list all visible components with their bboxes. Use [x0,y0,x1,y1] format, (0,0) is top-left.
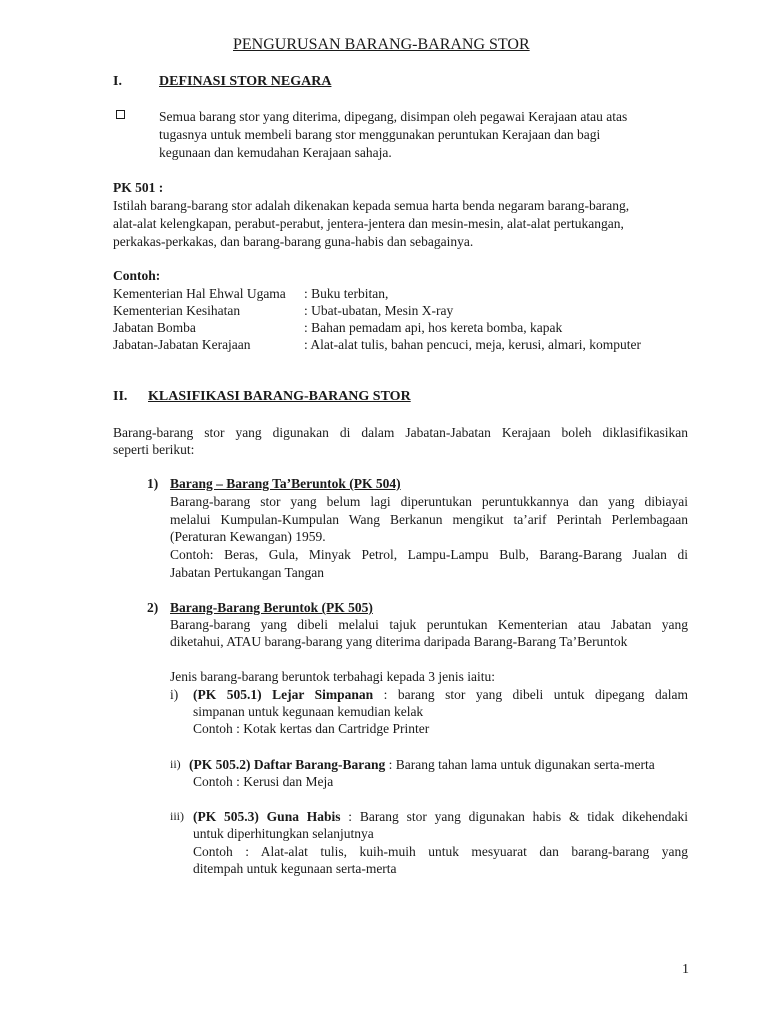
sub-iii-heading: (PK 505.3) Guna Habis [193,809,341,824]
sub-i-line [193,686,688,703]
section-2-intro-line: Barang-barang stor yang digunakan di dalam Jabatan-Jabatan Kerajaan boleh diklasifikasikan [113,425,688,440]
section-1-heading: DEFINASI STOR NEGARA [159,74,332,89]
sub-ii-number: ii) [170,757,181,771]
pk501-label: PK 501 : [113,180,164,195]
contoh-row-left: Jabatan-Jabatan Kerajaan [113,337,251,352]
pk501-line: Istilah barang-barang stor adalah dikenakan kepada semua harta benda negaram barang-barang, [113,198,630,213]
sub-i-text: : barang stor yang dibeli untuk dipegang dalam [373,687,689,702]
sub-iii-number: iii) [170,809,184,823]
contoh-row-right: : Ubat-ubatan, Mesin X-ray [304,303,454,318]
page-number: 1 [682,962,689,977]
item-1-line: (Peraturan Kewangan) 1959. [170,529,326,544]
section-2-heading: KLASIFIKASI BARANG-BARANG STOR [148,389,411,404]
item-1-number: 1) [147,476,159,491]
item-2-number: 2) [147,600,159,615]
item-1-heading: Barang – Barang Ta’Beruntok (PK 504) [170,476,401,491]
contoh-row-left: Kementerian Hal Ehwal Ugama [113,286,286,301]
sub-ii-text: : Barang tahan lama untuk digunakan serta-merta [385,757,655,772]
contoh-label: Contoh: [113,268,161,283]
contoh-row-left: Kementerian Kesihatan [113,303,241,318]
bullet-line: tugasnya untuk membeli barang stor menggunakan peruntukan Kerajaan dan bagi [159,127,601,142]
item-1-line: melalui Kumpulan-Kumpulan Wang Berkanun mengikut ta’arif Perintah Perlembagaan [170,512,688,527]
bullet-line: kegunaan dan kemudahan Kerajaan sahaja. [159,145,392,160]
bullet-line: Semua barang stor yang diterima, dipegang, disimpan oleh pegawai Kerajaan atau atas [159,109,628,124]
sub-i-contoh: Contoh : Kotak kertas dan Cartridge Printer [193,721,430,736]
item-1-line: Contoh: Beras, Gula, Minyak Petrol, Lampu-Lampu Bulb, Barang-Barang Jualan di [170,547,688,562]
sub-i-heading: (PK 505.1) Lejar Simpanan [193,687,374,702]
contoh-row-right: : Buku terbitan, [304,286,389,301]
sub-i-number: i) [170,687,179,702]
sub-iii-line [193,808,688,825]
contoh-row-left: Jabatan Bomba [113,320,196,335]
contoh-row-right: : Bahan pemadam api, hos kereta bomba, kapak [304,320,563,335]
sub-iii-text: : Barang stor yang digunakan habis & tidak dikehendaki [340,809,688,824]
pk501-line: alat-alat kelengkapan, perabut-perabut, jentera-jentera dan mesin-mesin, alat-alat pertukangan, [113,216,624,231]
item-2-heading: Barang-Barang Beruntok (PK 505) [170,600,373,615]
section-2-number: II. [113,389,128,404]
item-2-line: Barang-barang yang dibeli melalui tajuk peruntukan Kementerian atau Jabatan yang [170,617,688,632]
sub-ii-contoh: Contoh : Kerusi dan Meja [193,774,334,789]
sub-ii-heading: (PK 505.2) Daftar Barang-Barang [189,757,386,772]
item-1-line: Jabatan Pertukangan Tangan [170,565,325,580]
pk501-line: perkakas-perkakas, dan barang-barang guna-habis dan sebagainya. [113,234,474,249]
contoh-row-right: : Alat-alat tulis, bahan pencuci, meja, kerusi, almari, komputer [304,337,642,352]
item-2-line: diketahui, ATAU barang-barang yang diterima daripada Barang-Barang Ta’Beruntok [170,634,628,649]
sub-iii-contoh-line: Contoh : Alat-alat tulis, kuih-muih untuk mesyuarat dan barang-barang yang [193,844,688,859]
checkbox-bullet-icon [116,110,125,119]
item-2-jenis: Jenis barang-barang beruntok terbahagi kepada 3 jenis iaitu: [170,669,496,684]
sub-iii-line2: untuk diperhitungkan selanjutnya [193,826,374,841]
section-2-intro-line: seperti berikut: [113,442,195,457]
sub-i-line2: simpanan untuk kegunaan kemudian kelak [193,704,424,719]
item-1-line: Barang-barang stor yang belum lagi diperuntukan peruntukkannya dan yang dibiayai [170,494,688,509]
page-title: PENGURUSAN BARANG-BARANG STOR [233,36,530,53]
sub-iii-contoh-line: ditempah untuk kegunaan serta-merta [193,861,397,876]
section-1-number: I. [113,74,122,89]
sub-ii-line [189,756,655,773]
